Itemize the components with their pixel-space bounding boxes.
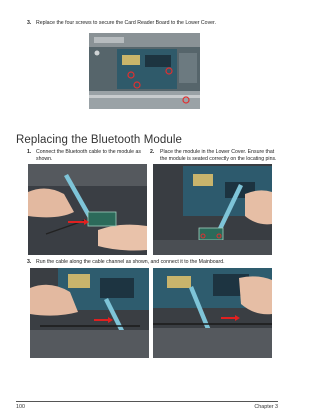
card-reader-board-photo	[89, 33, 200, 109]
step-number: 2.	[150, 149, 155, 155]
chapter-label: Chapter 3	[254, 404, 278, 410]
step-number: 3.	[27, 20, 32, 26]
step-number: 3.	[27, 259, 32, 265]
module-placement-illustration	[153, 164, 272, 255]
footer-divider	[16, 401, 278, 402]
cable-routing-photo-left	[30, 268, 149, 358]
cable-routing-right-illustration	[153, 268, 272, 358]
step-text: Place the module in the Lower Cover. Ensure that the module is seated correctly on the locating pins.	[160, 149, 277, 162]
bluetooth-module-placement-photo	[153, 164, 272, 255]
step-number: 1.	[27, 149, 32, 155]
card-reader-board-illustration	[89, 33, 200, 109]
cable-routing-left-illustration	[30, 268, 149, 358]
page-number: 100	[16, 404, 25, 410]
section-title: Replacing the Bluetooth Module	[16, 134, 183, 146]
step-text: Run the cable along the cable channel as shown, and connect it to the Mainboard.	[36, 259, 225, 265]
bluetooth-cable-photo	[28, 164, 147, 255]
cable-routing-photo-right	[153, 268, 272, 358]
step-text: Connect the Bluetooth cable to the module as shown.	[36, 149, 141, 162]
bluetooth-cable-illustration	[28, 164, 147, 255]
step-text: Replace the four screws to secure the Card Reader Board to the Lower Cover.	[36, 20, 216, 26]
